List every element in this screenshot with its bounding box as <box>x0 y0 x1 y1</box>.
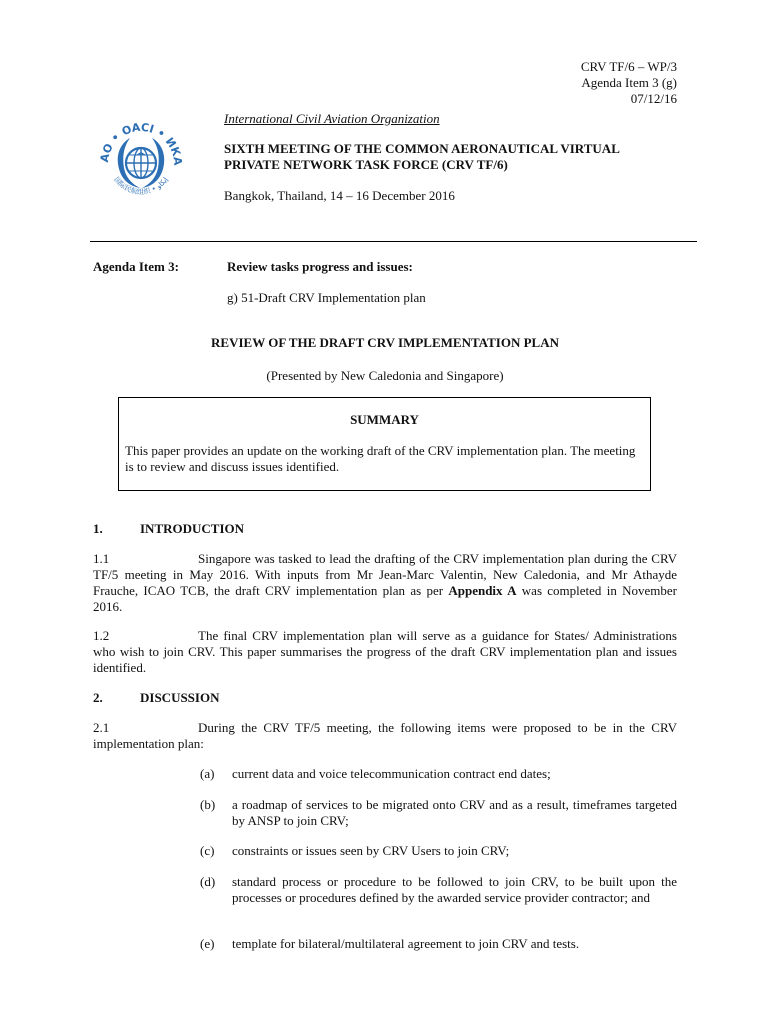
paragraph-text: During the CRV TF/5 meeting, the following items were proposed to be in the CRV implementation plan: <box>93 720 677 751</box>
summary-box <box>118 397 651 491</box>
document-number: CRV TF/6 – WP/3 <box>580 59 677 74</box>
paragraph-text-end: was completed in November 2016. <box>93 583 677 614</box>
header-divider <box>90 241 697 242</box>
organization-name: International Civil Aviation Organization <box>224 111 440 126</box>
list-item <box>200 936 677 952</box>
section-heading-discussion <box>93 690 219 706</box>
icao-logo <box>96 118 186 210</box>
agenda-item-ref: Agenda Item 3 (g) <box>581 75 677 90</box>
list-item-label: (a) <box>200 766 215 781</box>
paragraph-number: 1.2 <box>93 628 110 643</box>
paragraph-1-1 <box>93 551 677 615</box>
logo-bottom-text: 国际民航组织 • إيكاو <box>112 175 170 197</box>
meeting-venue: Bangkok, Thailand, 14 – 16 December 2016 <box>224 188 455 203</box>
meeting-title: SIXTH MEETING OF THE COMMON AERONAUTICAL VIRTUAL PRIVATE NETWORK TASK FORCE (CRV TF/6) <box>224 141 620 172</box>
agenda-item-label: Agenda Item 3: <box>93 259 179 274</box>
presented-by: (Presented by New Caledonia and Singapore) <box>266 368 504 383</box>
list-item-text: constraints or issues seen by CRV Users to join CRV; <box>232 843 510 858</box>
list-item-text: standard process or procedure to be followed to join CRV, to be built upon the processes or procedures defined by the awarded service provider contractor; and <box>232 874 677 905</box>
list-item-label: (c) <box>200 843 215 858</box>
section-heading-introduction <box>93 521 244 537</box>
list-item-text: current data and voice telecommunication contract end dates; <box>232 766 551 781</box>
paragraph-number: 2.1 <box>93 720 110 735</box>
list-item-label: (d) <box>200 874 216 889</box>
document-title: REVIEW OF THE DRAFT CRV IMPLEMENTATION PLAN <box>211 335 559 350</box>
list-item <box>200 797 677 829</box>
appendix-reference: Appendix A <box>448 583 517 598</box>
section-title: DISCUSSION <box>140 690 220 705</box>
agenda-item-title: Review tasks progress and issues: <box>227 259 413 274</box>
list-item <box>200 766 677 782</box>
paragraph-1-2 <box>93 628 677 676</box>
section-title: INTRODUCTION <box>140 521 245 536</box>
paragraph-number: 1.1 <box>93 551 110 566</box>
section-number: 2. <box>93 690 103 705</box>
list-item <box>200 874 677 906</box>
list-item-text: template for bilateral/multilateral agreement to join CRV and tests. <box>232 936 580 951</box>
list-item-text: a roadmap of services to be migrated onto CRV and as a result, timeframes targeted by ANSP to join CRV; <box>232 797 677 828</box>
logo-top-text: AO • OACI • ИКА <box>97 120 185 166</box>
paragraph-2-1 <box>93 720 677 752</box>
list-item-label: (e) <box>200 936 215 951</box>
paragraph-text: The final CRV implementation plan will serve as a guidance for States/ Administrations who wish to join CRV. This paper summarises the progress of the draft CRV implementation plan and issues identified. <box>93 628 677 675</box>
agenda-subitem: g) 51-Draft CRV Implementation plan <box>227 290 426 305</box>
document-reference-block <box>581 59 677 107</box>
list-item-label: (b) <box>200 797 216 812</box>
paragraph-text: Singapore was tasked to lead the drafting of the CRV implementation plan during the CRV TF/5 meeting in May 2016. With inputs from Mr Jean-Marc Valentin, New Caledonia, and Mr Athayde Frauche, ICAO TCB, the draft CRV implementation plan as per <box>93 551 677 598</box>
summary-text: This paper provides an update on the working draft of the CRV implementation plan. The meeting is to review and discuss issues identified. <box>125 443 636 474</box>
summary-title: SUMMARY <box>350 412 419 427</box>
section-number: 1. <box>93 521 103 536</box>
document-date: 07/12/16 <box>630 91 677 106</box>
list-item <box>200 843 677 859</box>
